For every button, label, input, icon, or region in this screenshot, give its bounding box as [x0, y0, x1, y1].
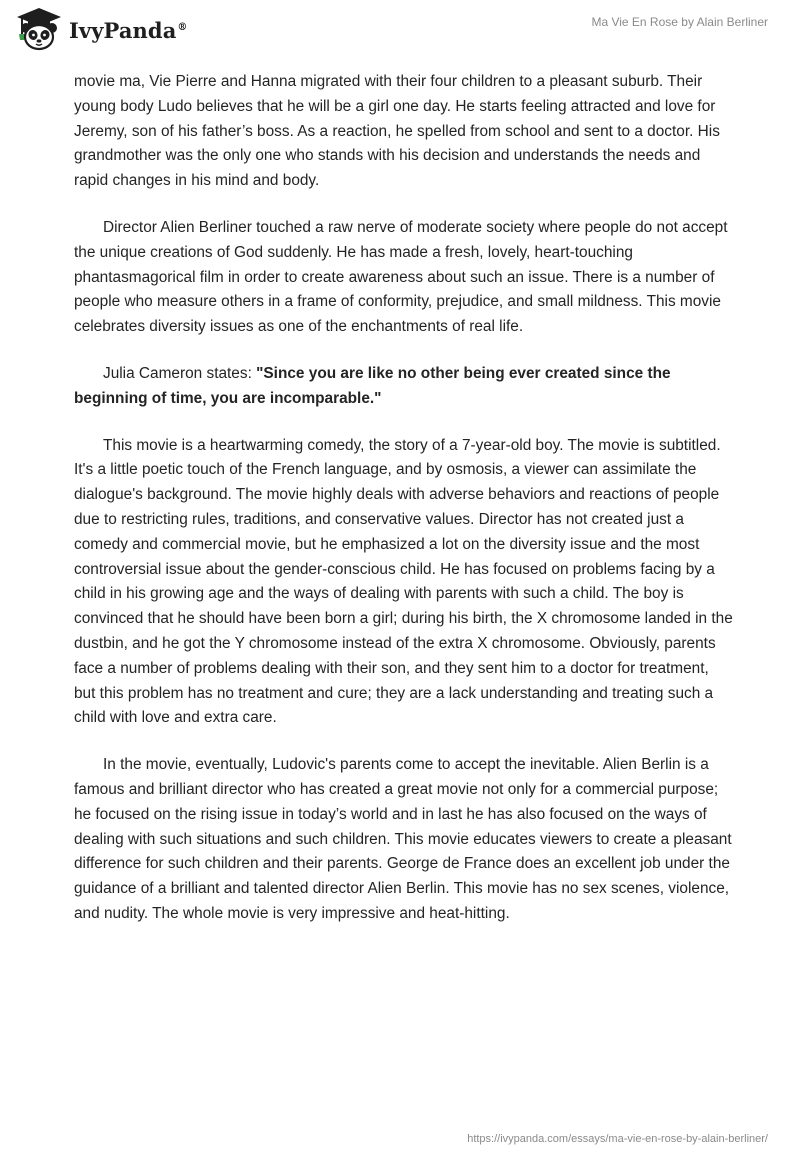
essay-body [74, 70, 734, 949]
paragraph-1: movie ma, Vie Pierre and Hanna migrated with their four children to a pleasant suburb. Their young body Ludo believes that he will be a girl one day. He starts feeling attracted and love for Jeremy, son of his father’s boss. As a reaction, he spelled from school and sent to a doctor. His grandmother was the only one who stands with his decision and understands the needs and rapid changes in his mind and body. [74, 73, 720, 190]
ivypanda-logo[interactable] [14, 6, 188, 52]
document-title: Ma Vie En Rose by Alain Berliner [591, 15, 768, 29]
registered-mark: ® [177, 21, 188, 33]
paragraph-3-quote [74, 362, 734, 412]
brand-name: IvyPanda® [69, 17, 188, 43]
paragraph-2: Director Alien Berliner touched a raw nerve of moderate society where people do not accept the unique creations of God suddenly. He has made a fresh, lovely, heart-touching phantasmagorical film in order to create awareness about such an issue. There is a number of people who measure others in a frame of conformity, prejudice, and small mildness. This movie celebrates diversity issues as one of the enchantments of real life. [74, 218, 728, 336]
panda-graduation-cap-icon [14, 6, 64, 52]
page-header [0, 0, 800, 70]
quote-lead: Julia Cameron states: [103, 364, 257, 382]
quote-text: "Since you are like no other being ever created since the beginning of time, you are incomparable." [74, 364, 671, 407]
paragraph-4: This movie is a heartwarming comedy, the story of a 7-year-old boy. The movie is subtitled. It's a little poetic touch of the French language, and by osmosis, a viewer can assimilate the dialogue's background. The movie highly deals with adverse behaviors and reactions of people due to restricting rules, traditions, and conservative values. Director has not created just a comedy and commercial movie, but he emphasized a lot on the diversity issue and the most controversial issue about the gender-conscious child. He has focused on problems facing by a child in his growing age and the ways of dealing with parents with such a child. The boy is convinced that he should have been born a girl; during his birth, the X chromosome landed in the dustbin, and he got the Y chromosome instead of the extra X chromosome. Obviously, parents face a number of problems dealing with their son, and they sent him to a doctor for treatment, but this problem has no treatment and cure; they are a lack understanding and treating such a child with love and extra care. [74, 436, 733, 727]
paragraph-5: In the movie, eventually, Ludovic's parents come to accept the inevitable. Alien Berlin is a famous and brilliant director who has created a great movie not only for a commercial purpose; he focused on the rising issue in today’s world and in last he has also focused on the ways of dealing with such situations and such children. This movie educates viewers to create a pleasant difference for such children and their parents. George de France does an excellent job under the guidance of a brilliant and talented director Alien Berlin. This movie has no sex scenes, violence, and nudity. The whole movie is very impressive and heat-hitting. [74, 756, 732, 922]
source-url[interactable]: https://ivypanda.com/essays/ma-vie-en-rose-by-alain-berliner/ [467, 1133, 768, 1145]
